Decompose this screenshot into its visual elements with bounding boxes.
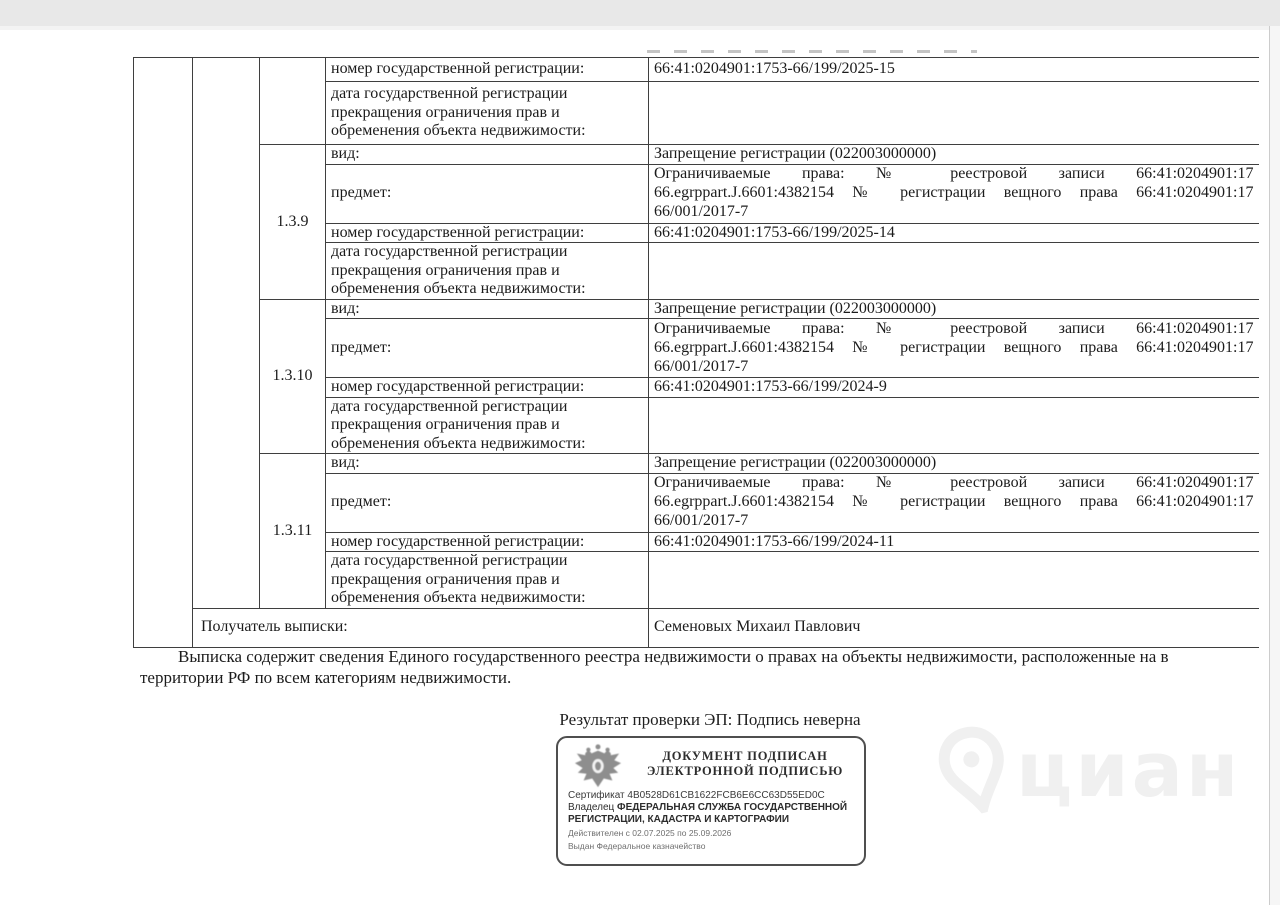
termination-date-label: дата государственной регистрации прекращения ограничения прав и обременения объекта недвижимости: (326, 243, 649, 300)
kind-value: Запрещение регистрации (022003000000) (649, 145, 1259, 165)
stamp-certificate: Сертификат 4B0528D61CB1622FCB6E6CC63D55ED0C (568, 790, 825, 801)
termination-date-label: дата государственной регистрации прекращения ограничения прав и обременения объекта недвижимости: (326, 552, 649, 609)
recipient-label: Получатель выписки: (193, 608, 649, 647)
subject-value (649, 319, 1259, 378)
cut-off-row-artifact (647, 50, 977, 53)
section-number-cell (260, 58, 326, 145)
termination-date-value (649, 243, 1259, 300)
termination-date-label: дата государственной регистрации прекращения ограничения прав и обременения объекта недвижимости: (326, 397, 649, 454)
extract-note-line2: территории РФ по всем категориям недвижимости. (140, 668, 512, 687)
kind-label: вид: (326, 299, 649, 319)
subject-value (649, 473, 1259, 532)
extract-note-line1: Выписка содержит сведения Единого государственного реестра недвижимости о правах на объекты недвижимости, расположенные на в (178, 647, 1169, 666)
kind-value: Запрещение регистрации (022003000000) (649, 299, 1259, 319)
reg-number-label: номер государственной регистрации: (326, 378, 649, 398)
recipient-value: Семеновых Михаил Павлович (649, 608, 1259, 647)
signature-check-result: Результат проверки ЭП: Подпись неверна (559, 710, 861, 729)
reg-number-value: 66:41:0204901:1753-66/199/2024-9 (649, 378, 1259, 398)
section-number-cell: 1.3.10 (260, 299, 326, 454)
watermark-text: циан (1016, 725, 1242, 814)
subject-line: 66/001/2017-7 (654, 203, 749, 220)
table-row (134, 58, 1259, 82)
digital-signature-stamp (556, 736, 866, 866)
cian-watermark (938, 726, 1241, 814)
subject-label: предмет: (326, 319, 649, 378)
section-number-cell: 1.3.11 (260, 454, 326, 609)
reg-number-label: номер государственной регистрации: (326, 58, 649, 82)
subject-line: 66/001/2017-7 (654, 512, 749, 529)
extract-note-paragraph (140, 646, 1280, 688)
subject-value (649, 164, 1259, 223)
kind-label: вид: (326, 454, 649, 474)
table-row (134, 454, 1259, 474)
table-row (134, 145, 1259, 165)
coat-of-arms-icon (572, 743, 624, 796)
subject-label: предмет: (326, 164, 649, 223)
stamp-title-line1: ДОКУМЕНТ ПОДПИСАН (662, 749, 828, 763)
subject-line: 66/001/2017-7 (654, 357, 749, 375)
stamp-owner-name: ФЕДЕРАЛЬНАЯ СЛУЖБА ГОСУДАРСТВЕННОЙ РЕГИСТРАЦИИ, КАДАСТРА И КАРТОГРАФИИ (568, 802, 848, 825)
kind-label: вид: (326, 145, 649, 165)
reg-number-label: номер государственной регистрации: (326, 223, 649, 243)
subject-label: предмет: (326, 473, 649, 532)
subject-line: Ограничиваемые права: № реестровой записи 66:41:0204901:17 (654, 165, 1254, 182)
scan-right-margin (1270, 26, 1280, 905)
subject-line: 66.egrppart.J.6601:4382154 № регистрации вещного права 66:41:0204901:17 (654, 338, 1254, 356)
section-number-cell: 1.3.9 (260, 145, 326, 300)
subject-line: 66.egrppart.J.6601:4382154 № регистрации вещного права 66:41:0204901:17 (654, 184, 1254, 201)
termination-date-value (649, 82, 1259, 145)
margin-cell-1 (134, 58, 193, 648)
egrn-restrictions-table (133, 57, 1259, 648)
reg-number-label: номер государственной регистрации: (326, 532, 649, 552)
reg-number-value: 66:41:0204901:1753-66/199/2025-15 (649, 58, 1259, 82)
stamp-validity: Действителен с 02.07.2025 по 25.09.2026 (568, 828, 732, 838)
reg-number-value: 66:41:0204901:1753-66/199/2024-11 (649, 532, 1259, 552)
recipient-row (134, 608, 1259, 647)
margin-cell-2 (193, 58, 260, 609)
termination-date-label: дата государственной регистрации прекращения ограничения прав и обременения объекта недвижимости: (326, 82, 649, 145)
scan-top-edge-band (0, 0, 1280, 30)
subject-line: Ограничиваемые права: № реестровой записи 66:41:0204901:17 (654, 319, 1254, 337)
map-pin-icon (928, 719, 1019, 822)
stamp-issuer: Выдан Федеральное казначейство (568, 841, 706, 851)
stamp-details (568, 790, 856, 852)
stamp-title (636, 749, 854, 779)
termination-date-value (649, 552, 1259, 609)
subject-line: 66.egrppart.J.6601:4382154 № регистрации вещного права 66:41:0204901:17 (654, 493, 1254, 510)
stamp-owner (568, 802, 856, 826)
termination-date-value (649, 397, 1259, 454)
kind-value: Запрещение регистрации (022003000000) (649, 454, 1259, 474)
stamp-title-line2: ЭЛЕКТРОННОЙ ПОДПИСЬЮ (646, 764, 844, 778)
subject-line: Ограничиваемые права: № реестровой записи 66:41:0204901:17 (654, 474, 1254, 491)
stamp-owner-prefix: Владелец (568, 802, 615, 813)
table-row (134, 299, 1259, 319)
reg-number-value: 66:41:0204901:1753-66/199/2025-14 (649, 223, 1259, 243)
